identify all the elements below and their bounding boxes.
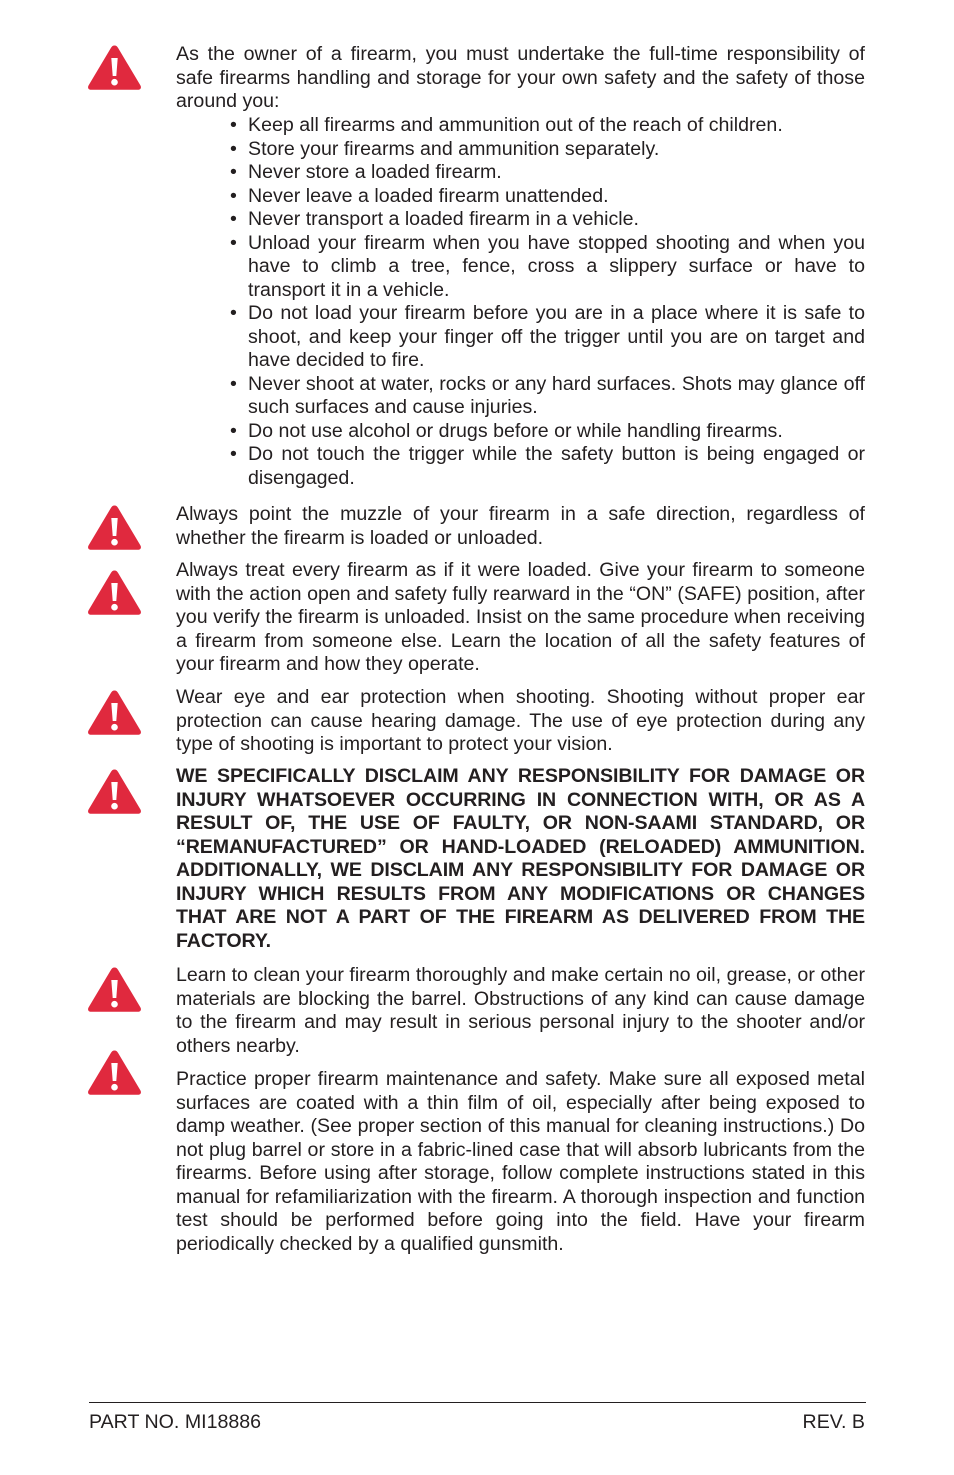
warning-triangle-icon — [87, 768, 142, 815]
warning-triangle-icon — [87, 689, 142, 736]
safety-bullet-list — [230, 114, 865, 490]
intro-paragraph: As the owner of a firearm, you must undertake the full-time responsibility of safe firearms handling and storage for your own safety and the safety of those around you: — [176, 43, 865, 112]
list-item: • Do not use alcohol or drugs before or while handling firearms. — [230, 420, 865, 444]
warning-paragraph-treat-loaded: Always treat every firearm as if it were loaded. Give your firearm to someone with the action open and safety fully rearward in the “ON” (SAFE) position, after you verify the firearm is unloaded. Insist on the same procedure when receiving a firearm from someone else. Learn the location of all the safety features of your firearm and how they operate. — [176, 559, 865, 675]
list-item: • Do not touch the trigger while the safety button is being engaged or disengaged. — [230, 443, 865, 490]
list-item: • Do not load your firearm before you are in a place where it is safe to shoot, and keep your finger off the trigger until you are on target and have decided to fire. — [230, 302, 865, 373]
list-item: • Never store a loaded firearm. — [230, 161, 865, 185]
list-item: • Keep all firearms and ammunition out of the reach of children. — [230, 114, 865, 138]
warning-triangle-icon — [87, 44, 142, 91]
list-item: • Store your firearms and ammunition separately. — [230, 138, 865, 162]
warning-paragraph-protection: Wear eye and ear protection when shooting. Shooting without proper ear protection can cause hearing damage. The use of eye protection during any type of shooting is important to protect your vision. — [176, 686, 865, 755]
warning-triangle-icon — [87, 504, 142, 551]
warning-triangle-icon — [87, 966, 142, 1013]
footer-divider — [89, 1402, 866, 1403]
warning-paragraph-cleaning: Learn to clean your firearm thoroughly and make certain no oil, grease, or other materials are blocking the barrel. Obstructions of any kind can cause damage to the firearm and may result in serious personal injury to the shooter and/or others nearby. — [176, 964, 865, 1057]
revision-label: REV. B — [802, 1411, 865, 1433]
list-item: • Never leave a loaded firearm unattended. — [230, 185, 865, 209]
warning-paragraph-maintenance: Practice proper firearm maintenance and safety. Make sure all exposed metal surfaces are coated with a thin film of oil, especially after being exposed to damp weather. (See proper section of this manual for cleaning instructions.) Do not plug barrel or store in a fabric-lined case that will absorb lubricants from the firearms. Before using after storage, follow complete instructions stated in this manual for refamiliarization with the firearm. A thorough inspection and function test should be performed before going into the field. Have your firearm periodically checked by a qualified gunsmith. — [176, 1068, 865, 1255]
list-item: • Unload your firearm when you have stopped shooting and when you have to climb a tree, fence, cross a slippery surface or have to transport it in a vehicle. — [230, 232, 865, 303]
list-item: • Never transport a loaded firearm in a vehicle. — [230, 208, 865, 232]
disclaimer-paragraph: WE SPECIFICALLY DISCLAIM ANY RESPONSIBILITY FOR DAMAGE OR INJURY WHATSOEVER OCCURRING IN CONNECTION WITH, OR AS A RESULT OF, THE USE OF FAULTY, OR NON-SAAMI STANDARD, OR “REMANUFACTURED” OR HAND-LOADED (RELOADED) AMMUNITION. ADDITIONALLY, WE DISCLAIM ANY RESPONSIBILITY FOR DAMAGE OR INJURY WHICH RESULTS FROM ANY MODIFICATIONS OR CHANGES THAT ARE NOT A PART OF THE FIREARM AS DELIVERED FROM THE FACTORY. — [176, 765, 865, 952]
part-number: PART NO. MI18886 — [89, 1411, 262, 1433]
list-item: • Never shoot at water, rocks or any hard surfaces. Shots may glance off such surfaces and cause injuries. — [230, 373, 865, 420]
warning-triangle-icon — [87, 1049, 142, 1096]
warning-paragraph-muzzle: Always point the muzzle of your firearm in a safe direction, regardless of whether the firearm is loaded or unloaded. — [176, 503, 865, 549]
warning-triangle-icon — [87, 569, 142, 616]
